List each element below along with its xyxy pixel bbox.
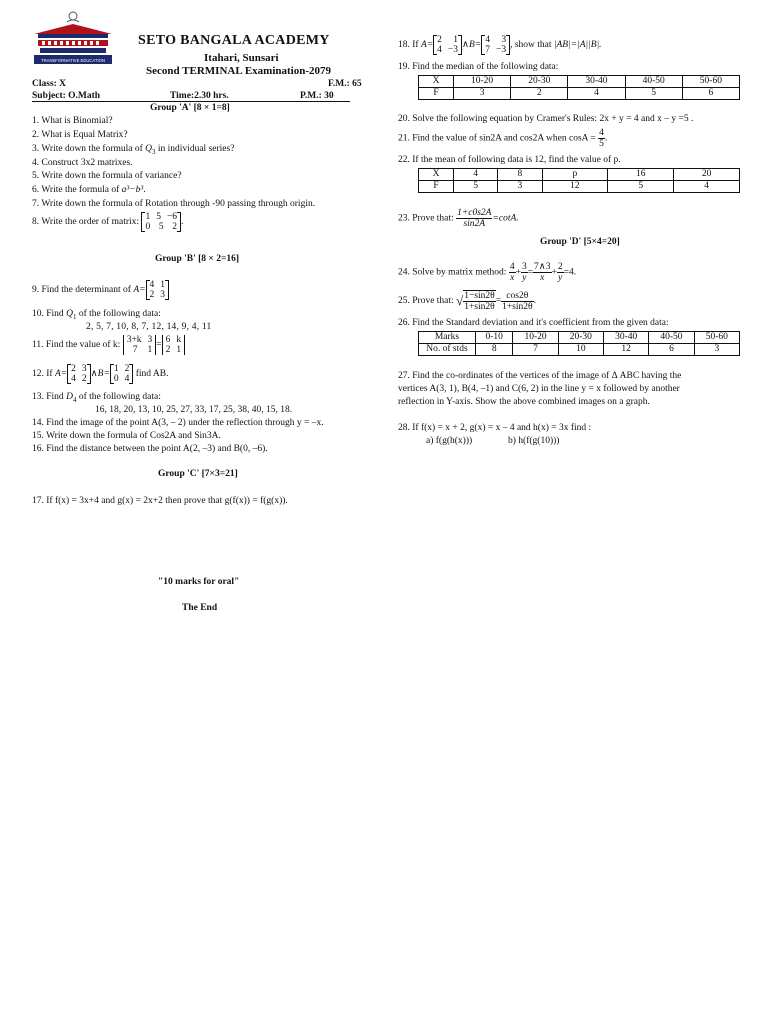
- table-cell: 5: [454, 181, 498, 193]
- table-cell: X: [419, 76, 454, 88]
- equals: =: [495, 296, 502, 307]
- cell: 1: [176, 345, 182, 355]
- q26-table: [418, 331, 740, 356]
- q18-matrix-a: [433, 35, 462, 55]
- table-cell: 40-50: [625, 76, 682, 88]
- logo-caption: TRANSFORMATIVE EDUCATION: [41, 58, 105, 63]
- cell: 7: [485, 45, 490, 55]
- table-cell: 12: [542, 181, 608, 193]
- question-25-text: 25. Prove that:: [398, 296, 454, 307]
- numerator: 1+c0s2A: [457, 208, 492, 218]
- cell: 2: [124, 364, 130, 374]
- question-18: [398, 35, 602, 55]
- cell: 2: [437, 35, 442, 45]
- question-17: 17. If f(x) = 3x+4 and g(x) = 2x+2 then prove that g(f(x)) = f(g(x)).: [32, 496, 288, 506]
- question-10: [32, 309, 161, 323]
- q12-and: ∧: [90, 369, 98, 380]
- table-cell: 5: [625, 88, 682, 100]
- q6-expression: a³−b³: [121, 185, 144, 195]
- cell: 4: [149, 280, 155, 290]
- group-a-heading: Group 'A' [8 × 1=8]: [150, 103, 230, 113]
- table-row: [419, 169, 740, 181]
- table-cell: 6: [649, 344, 694, 356]
- numerator: cos2θ: [501, 291, 534, 302]
- question-24-text: 24. Solve by matrix method:: [398, 267, 507, 278]
- question-15: 15. Write down the formula of Cos2A and Sin3A.: [32, 431, 221, 441]
- denominator: x: [510, 273, 515, 283]
- table-cell: 0-10: [476, 332, 513, 344]
- q24-fraction-2: [521, 262, 528, 283]
- q6-period: .: [143, 185, 146, 195]
- cell: 0: [113, 374, 119, 384]
- cell: −6: [166, 212, 178, 222]
- denominator: x: [540, 273, 545, 283]
- table-cell: 4: [674, 181, 740, 193]
- table-cell: 30-40: [568, 76, 625, 88]
- cell: k: [176, 335, 182, 345]
- table-cell: 20: [674, 169, 740, 181]
- q21-fraction: [598, 128, 608, 149]
- cell: 2: [172, 222, 178, 232]
- table-cell: 6: [682, 88, 739, 100]
- school-name: SETO BANGALA ACADEMY: [138, 33, 330, 48]
- cell: 2: [165, 345, 171, 355]
- table-cell: 8: [476, 344, 513, 356]
- question-16: 16. Find the distance between the point A(2, –3) and B(0, –6).: [32, 444, 268, 454]
- question-21: [398, 128, 607, 149]
- table-cell: 10-20: [513, 332, 558, 344]
- table-cell: 12: [604, 344, 649, 356]
- q12-matrix-a: [67, 364, 91, 384]
- q13-subscript: 4: [72, 395, 77, 404]
- logo-emblem-icon: [34, 12, 112, 64]
- q12-b-label: B=: [97, 369, 110, 380]
- q19-table: [418, 75, 740, 100]
- table-cell: 3: [498, 181, 542, 193]
- q24-fraction-1: [509, 262, 516, 283]
- question-6-text: 6. Write the formula of: [32, 185, 120, 195]
- question-19: 19. Find the median of the following data:: [398, 62, 559, 72]
- table-row: [419, 88, 740, 100]
- question-8-text: 8. Write the order of matrix:: [32, 217, 140, 228]
- table-cell: Marks: [419, 332, 476, 344]
- q11-left-determinant: [123, 335, 157, 355]
- question-10-tail: of the following data:: [78, 309, 161, 319]
- q28-part-a: a) f(g(h(x))): [426, 436, 473, 446]
- full-marks: F.M.: 65: [328, 79, 362, 89]
- cell: 0: [145, 222, 151, 232]
- q13-data: 16, 18, 20, 13, 10, 25, 27, 33, 17, 25, 38, 40, 15, 18.: [95, 405, 293, 415]
- q23-fraction: [456, 208, 492, 229]
- table-cell: 10-20: [454, 76, 511, 88]
- cell: 2: [71, 364, 76, 374]
- q3-variable: Q: [145, 144, 153, 154]
- subject-label: Subject: O.Math: [32, 91, 101, 101]
- table-cell: 50-60: [682, 76, 739, 88]
- question-28: 28. If f(x) = x + 2, g(x) = x – 4 and h(x) = 3x find :: [398, 423, 592, 433]
- denominator: 5: [599, 139, 604, 149]
- table-cell: 50-60: [694, 332, 739, 344]
- the-end: The End: [182, 603, 218, 613]
- table-cell: 10: [558, 344, 603, 356]
- cell: 3+k: [126, 335, 142, 345]
- plus: +: [551, 267, 557, 278]
- question-18-tail: , show that: [510, 40, 552, 51]
- question-23-text: 23. Prove that:: [398, 213, 454, 224]
- q8-matrix: [141, 212, 184, 232]
- q13-variable: D: [66, 392, 73, 402]
- cell: 1: [147, 345, 153, 355]
- cell: 7: [132, 345, 138, 355]
- question-2: 2. What is Equal Matrix?: [32, 130, 128, 140]
- question-12-tail: find AB.: [135, 369, 169, 380]
- question-21-text: 21. Find the value of sin2A and cos2A when cosA =: [398, 133, 596, 144]
- numerator: 4: [599, 128, 604, 138]
- denominator: 1+sin2θ: [502, 301, 533, 312]
- question-3-tail: in individual series?: [157, 144, 235, 154]
- school-address: Itahari, Sunsari: [204, 52, 279, 64]
- q22-table: [418, 168, 740, 193]
- table-cell: p: [542, 169, 608, 181]
- question-9: [32, 280, 169, 300]
- table-cell: 16: [608, 169, 674, 181]
- q21-period: .: [604, 133, 608, 144]
- q10-subscript: 1: [72, 312, 77, 321]
- cell: 2: [81, 374, 87, 384]
- question-12: [32, 364, 168, 384]
- numerator: 4: [509, 262, 515, 272]
- table-cell: 20-30: [511, 76, 568, 88]
- table-row: [419, 181, 740, 193]
- cell: 6: [165, 335, 171, 345]
- question-11-text: 11. Find the value of k:: [32, 340, 121, 350]
- question-11: [32, 335, 185, 355]
- table-cell: 3: [694, 344, 739, 356]
- table-cell: 3: [454, 88, 511, 100]
- question-22: 22. If the mean of following data is 12, find the value of p.: [398, 155, 621, 165]
- question-12-text: 12. If: [32, 369, 53, 380]
- q10-data: 2, 5, 7, 10, 8, 7, 12, 14, 9, 4, 11: [86, 322, 212, 332]
- q11-right-determinant: [162, 335, 186, 355]
- q25-root-fraction: [463, 290, 496, 312]
- exam-title: Second TERMINAL Examination-2079: [146, 65, 331, 77]
- sqrt-icon: √: [456, 293, 464, 308]
- q18-matrix-b: [481, 35, 510, 55]
- school-logo: [30, 10, 116, 66]
- table-cell: 7: [513, 344, 558, 356]
- question-23: [398, 208, 519, 229]
- time-label: Time:2.30 hrs.: [170, 91, 229, 101]
- table-row: [419, 332, 740, 344]
- question-13: [32, 392, 161, 406]
- question-14: 14. Find the image of the point A(3, – 2) under the reflection through y = –x.: [32, 418, 324, 428]
- question-18-text: 18. If: [398, 40, 419, 51]
- cell: 4: [485, 35, 490, 45]
- table-cell: 5: [608, 181, 674, 193]
- cell: 1: [113, 364, 119, 374]
- cell: 5: [158, 222, 164, 232]
- question-6: [32, 185, 146, 196]
- numerator: 7∧3: [534, 262, 551, 272]
- question-8: [32, 212, 183, 232]
- q23-rhs: =cotA.: [492, 213, 519, 224]
- cell: 2: [149, 290, 155, 300]
- question-27-line-3: reflection in Y-axis. Show the above combined images on a graph.: [398, 397, 650, 407]
- question-7: 7. Write down the formula of Rotation through -90 passing through origin.: [32, 199, 316, 209]
- cell: −3: [495, 45, 507, 55]
- q3-subscript: 3: [152, 147, 156, 156]
- question-3-text: 3. Write down the formula of: [32, 144, 143, 154]
- table-cell: 8: [498, 169, 542, 181]
- question-13-text: 13. Find: [32, 392, 64, 402]
- cell: 3: [160, 290, 166, 300]
- equals-four: =4.: [563, 267, 577, 278]
- cell: 1: [453, 35, 459, 45]
- q18-relation: |AB|=|A||B|.: [553, 40, 602, 51]
- cell: 1: [145, 212, 151, 222]
- question-20: 20. Solve the following equation by Cramer's Rules: 2x + y = 4 and x – y =5 .: [398, 114, 694, 124]
- header-rule: [32, 101, 350, 102]
- q12-a-label: A=: [54, 369, 68, 380]
- table-cell: F: [419, 88, 454, 100]
- table-cell: 30-40: [604, 332, 649, 344]
- denominator: y: [522, 273, 527, 283]
- question-10-text: 10. Find: [32, 309, 64, 319]
- numerator: 1−sin2θ: [464, 291, 495, 301]
- table-row: [419, 76, 740, 88]
- cell: 4: [124, 374, 130, 384]
- group-b-heading: Group 'B' [8 × 2=16]: [155, 254, 240, 264]
- class-label: Class: X: [32, 79, 67, 89]
- table-cell: 2: [511, 88, 568, 100]
- table-cell: 4: [568, 88, 625, 100]
- cell: 5: [156, 212, 161, 222]
- table-cell: X: [419, 169, 454, 181]
- question-13-tail: of the following data:: [78, 392, 161, 402]
- q18-and: ∧: [462, 40, 469, 51]
- question-5: 5. Write down the formula of variance?: [32, 171, 182, 181]
- oral-marks-note: "10 marks for oral": [158, 577, 240, 587]
- pass-marks: P.M.: 30: [300, 91, 334, 101]
- group-c-heading: Group 'C' [7×3=21]: [158, 469, 238, 479]
- table-cell: 20-30: [558, 332, 603, 344]
- q28-part-b: b) h(f(g(10))): [508, 436, 560, 446]
- plus: +: [515, 267, 521, 278]
- table-row: [419, 344, 740, 356]
- q9-matrix: [146, 280, 170, 300]
- question-3: [32, 144, 234, 158]
- q10-variable: Q: [66, 309, 73, 319]
- table-cell: 4: [454, 169, 498, 181]
- question-25: [398, 290, 536, 312]
- equals: =: [527, 267, 534, 278]
- q24-fraction-4: [557, 262, 564, 283]
- q11-equals: =: [156, 340, 162, 350]
- table-cell: F: [419, 181, 454, 193]
- cell: −3: [447, 45, 459, 55]
- q18-a-label: A=: [420, 40, 434, 51]
- cell: 1: [160, 280, 166, 290]
- cell: 3: [501, 35, 507, 45]
- denominator: 1+sin2θ: [464, 302, 495, 312]
- cell: 3: [81, 364, 87, 374]
- numerator: 2: [557, 262, 563, 272]
- q8-period: .: [181, 217, 184, 228]
- q24-fraction-3: [533, 262, 551, 283]
- q12-matrix-b: [110, 364, 134, 384]
- q25-period: .: [533, 296, 536, 307]
- question-26: 26. Find the Standard deviation and it's coefficient from the given data:: [398, 318, 669, 328]
- question-1: 1. What is Binomial?: [32, 116, 113, 126]
- q25-rhs-fraction: [501, 291, 534, 312]
- table-cell: 40-50: [649, 332, 694, 344]
- denominator: y: [558, 273, 563, 283]
- question-24: [398, 262, 576, 283]
- cell: 3: [147, 335, 153, 345]
- group-d-heading: Group 'D' [5×4=20]: [540, 237, 620, 247]
- denominator: sin2A: [463, 219, 486, 229]
- question-4: 4. Construct 3x2 matrixes.: [32, 158, 133, 168]
- cell: 4: [437, 45, 442, 55]
- table-cell: No. of stds: [419, 344, 476, 356]
- numerator: 3: [521, 262, 527, 272]
- cell: 4: [71, 374, 76, 384]
- q18-b-label: B=: [469, 40, 482, 51]
- q9-lhs: A=: [133, 285, 146, 296]
- question-9-text: 9. Find the determinant of: [32, 285, 131, 296]
- question-27-line-1: 27. Find the co-ordinates of the vertices of the image of Δ ABC having the: [398, 371, 682, 381]
- question-27-line-2: vertices A(3, 1), B(4, –1) and C(6, 2) in the line y = x followed by another: [398, 384, 680, 394]
